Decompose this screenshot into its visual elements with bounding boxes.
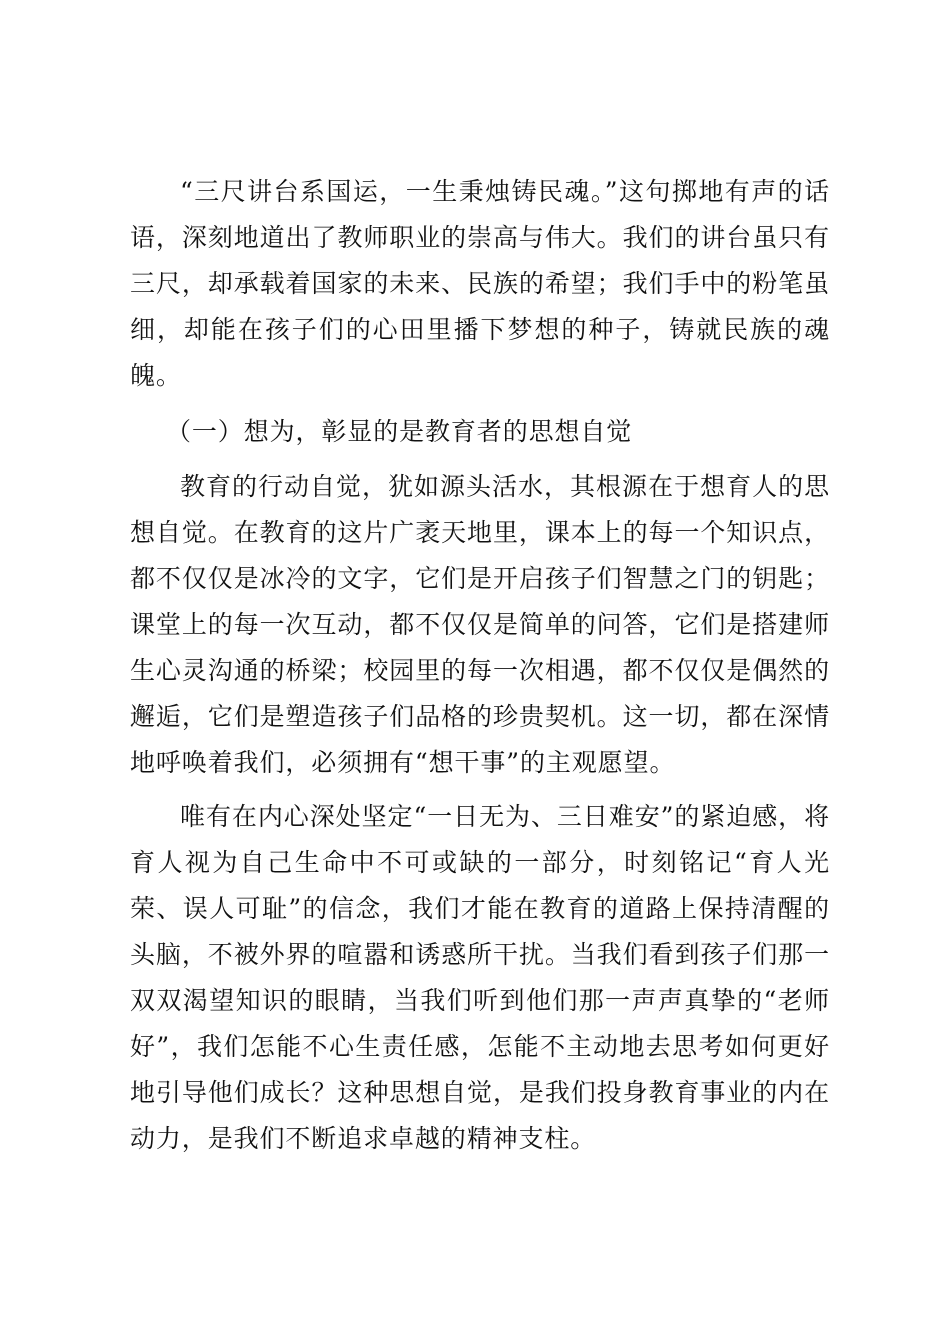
body-paragraph-2: 唯有在内心深处坚定“一日无为、三日难安”的紧迫感，将育人视为自己生命中不可或缺的一部分，时刻铭记“育人光荣、误人可耻”的信念，我们才能在教育的道路上保持清醒的头脑，不被外界的喧嚣和诱惑所干扰。当我们看到孩子们那一双双渴望知识的眼睛，当我们听到他们那一声声真挚的“老师好”，我们怎能不心生责任感，怎能不主动地去思考如何更好地引导他们成长？这种思想自觉，是我们投身教育事业的内在动力，是我们不断追求卓越的精神支柱。 [130, 802, 830, 1153]
section-heading: （一）想为，彰显的是教育者的思想自觉 [166, 417, 633, 446]
intro-paragraph: “三尺讲台系国运，一生秉烛铸民魂。”这句掷地有声的话语，深刻地道出了教师职业的崇高与伟大。我们的讲台虽只有三尺，却承载着国家的未来、民族的希望；我们手中的粉笔虽细，却能在孩子们的心田里播下梦想的种子，铸就民族的魂魄。 [130, 177, 830, 390]
document-body [130, 169, 830, 1162]
body-paragraph-1: 教育的行动自觉，犹如源头活水，其根源在于想育人的思想自觉。在教育的这片广袤天地里，课本上的每一个知识点，都不仅仅是冰冷的文字，它们是开启孩子们智慧之门的钥匙；课堂上的每一次互动，都不仅仅是简单的问答，它们是搭建师生心灵沟通的桥梁；校园里的每一次相遇，都不仅仅是偶然的邂逅，它们是塑造孩子们品格的珍贵契机。这一切，都在深情地呼唤着我们，必须拥有“想干事”的主观愿望。 [130, 472, 830, 777]
